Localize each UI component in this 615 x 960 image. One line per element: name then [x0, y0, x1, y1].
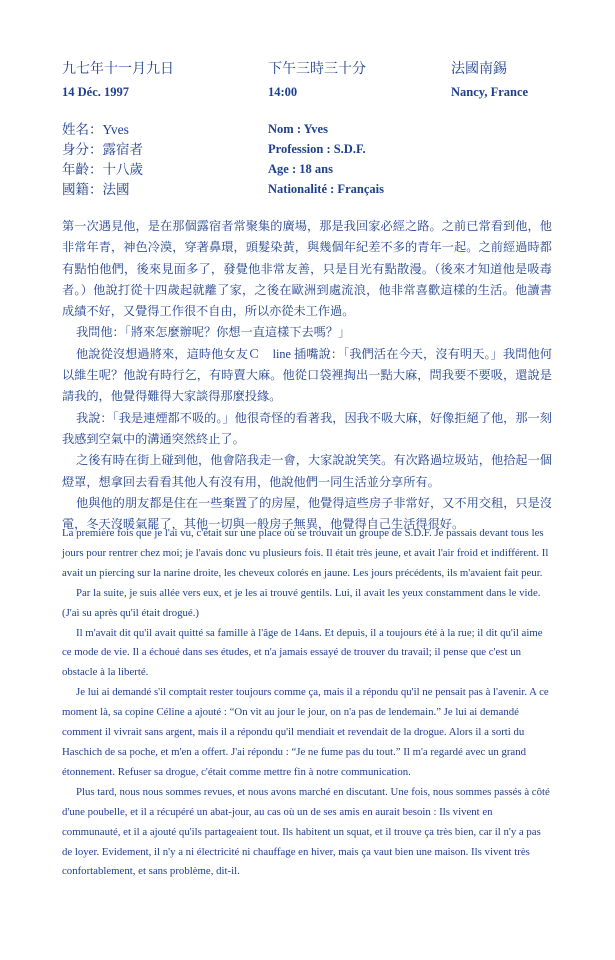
chinese-paragraph: 之後有時在街上碰到他，他會陪我走一會，大家說說笑笑。有次路過垃圾站，他拾起一個燈罩，想拿回去看看其他人有沒有用，他說他們一同生活並分享所有。	[62, 453, 552, 489]
age-fr: Age : 18 ans	[268, 162, 333, 176]
date-cjk: 九七年十一月九日	[62, 62, 174, 77]
header	[62, 60, 552, 101]
chinese-paragraph: 他與他的朋友都是住在一些棄置了的房屋，他覺得這些房子非常好，又不用交租，只是沒電，冬天沒暖氣罷了，其他一切與一般房子無異，他覺得自己生活得很好。	[62, 495, 552, 532]
chinese-article	[62, 216, 552, 535]
chinese-paragraph: 第一次遇見他，是在那個露宿者常聚集的廣場，那是我回家必經之路。之前已常看到他，他非常年青，神色冷漠，穿著鼻環，頭髮染黃，與幾個年紀差不多的青年一起。之前經過時都有點怕他們，後來見面多了，發覺他非常友善，只是目光有點散漫。（後來才知道他是吸毒者。）他說打從十四歲起就離了家，之後在歐洲到處流浪，他非常喜歡這樣的生活。他讀書成績不好，又覺得工作很不自由，所以亦從未工作過。	[62, 219, 552, 319]
french-paragraph: Je lui ai demandé s'il comptait rester toujours comme ça, mais il a répondu qu'il ne pensait pas à l'avenir. A ce moment là, sa copine Céline a ajouté : “On vit au jour le jour, on n'a pas de lendemain.” Je lui ai demandé comment il vivrait sans argent, mais il a répondu qu'il mendiait et revendait de la drogue. Alors il a sorti du Haschich de sa poche, et m'en a offert. J'ai répondu : “Je ne fume pas du tout.” Il m'a regardé avec un grand étonnement. Refuser sa drogue, c'était comme mettre fin à notre communication.	[62, 686, 549, 778]
profile-block	[62, 120, 552, 199]
nationality-cjk: 國籍：法國	[62, 182, 130, 197]
chinese-paragraph: 我問他：「將來怎麼辦呢？你想一直這樣下去嗎？」	[76, 325, 351, 340]
french-article	[62, 524, 552, 882]
french-paragraph: La première fois que je l'ai vu, c'était sur une place où se trouvait un groupe de S.D.F. Je passais devant tous les jours pour rentrer chez moi; je l'avais donc vu plusieurs fois. Il était très jeune, et avait l'air froid et indifférent. Il avait un piercing sur la narine droite, les cheveux colorés en jaune. Les jours précédents, ils m'avaient fait peur.	[62, 527, 549, 579]
age-cjk: 年齡：十八歲	[62, 162, 143, 177]
chinese-paragraph: 他說從沒想過將來，這時他女友Ｃ line 插嘴說：「我們活在今天，沒有明天。」我問他何以維生呢？他說有時行乞，有時賣大麻。他從口袋裡掏出一點大麻，問我要不要吸，還說是請我的，他覺得難得大家談得那麼投緣。	[62, 346, 552, 404]
french-paragraph: Par la suite, je suis allée vers eux, et je les ai trouvé gentils. Lui, il avait les yeux constamment dans le vide. (J'ai su après qu'il était drogué.)	[62, 586, 541, 619]
french-paragraph: Plus tard, nous nous sommes revues, et nous avons marché en discutant. Une fois, nous sommes passés à côté d'une poubelle, et il a récupéré un abat-jour, au cas où un de ses amis en aurait besoin : Ils vivent en communauté, et il a ajouté qu'ils partageaient tout. Ils habitent un squat, et il trouve ça très bien, car il n'y a pas de loyer. Evidement, il n'y a ni électricité ni chauffage en hiver, mais ça vaut bien une maison. Ils vivent très confortablement, et sans problème, dit-il.	[62, 785, 550, 878]
place-cjk: 法國南錫	[451, 62, 507, 77]
status-fr: Profession : S.D.F.	[268, 142, 366, 156]
status-cjk: 身分：露宿者	[62, 142, 143, 157]
name-cjk: 姓名：Yves	[62, 122, 129, 137]
date-fr: 14 Déc. 1997	[62, 85, 129, 99]
time-fr: 14:00	[268, 85, 298, 99]
chinese-paragraph: 我說：「我是連煙都不吸的。」他很奇怪的看著我，因我不吸大麻，好像拒絕了他，那一刻我感到空氣中的溝通突然終止了。	[62, 410, 552, 446]
nationality-fr: Nationalité : Français	[268, 182, 384, 196]
french-paragraph: Il m'avait dit qu'il avait quitté sa famille à l'âge de 14ans. Et depuis, il a toujours été à la rue; il dit qu'il aime ce mode de vie. Il a échoué dans ses études, et n'a jamais essayé de trouver du travail; il pense que c'est un obstacle à la liberté.	[62, 626, 543, 679]
name-fr: Nom : Yves	[268, 122, 328, 136]
time-cjk: 下午三時三十分	[268, 62, 366, 77]
place-fr: Nancy, France	[451, 85, 529, 99]
